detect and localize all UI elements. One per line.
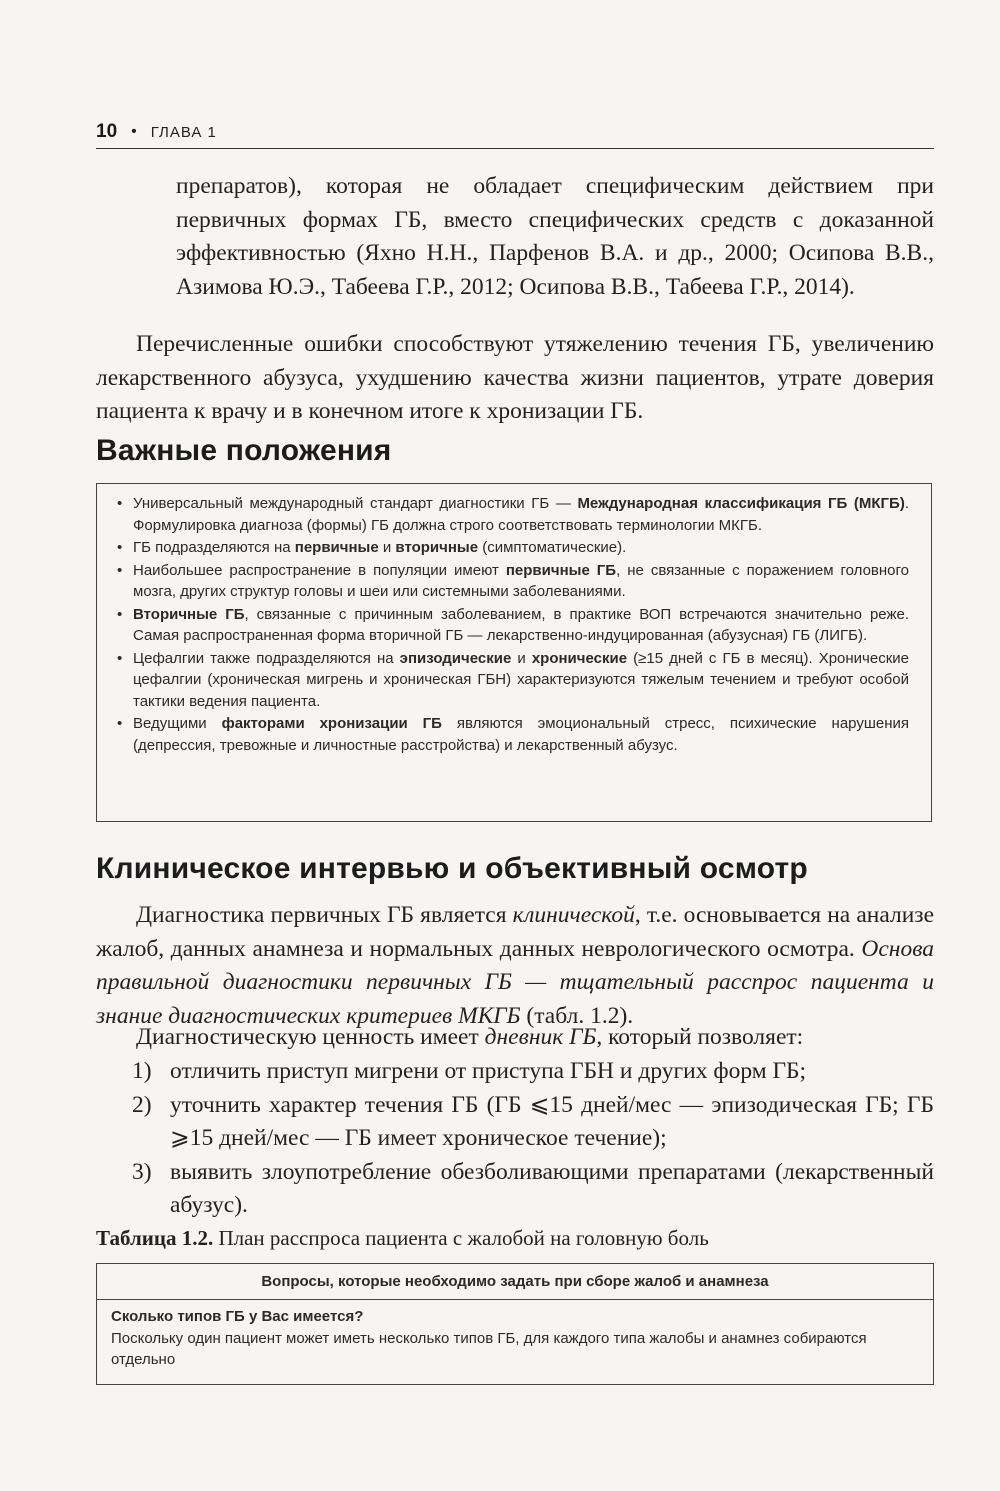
section-title-key-points: Важные положения — [96, 434, 392, 467]
list-item: 2) уточнить характер течения ГБ (ГБ ⩽15 дней/мес — эпизодическая ГБ; ГБ ⩾15 дней/мес — ГБ имеет хроническое течение); — [132, 1091, 934, 1151]
diary-benefits-list — [96, 1055, 934, 1223]
table-1-2 — [96, 1263, 934, 1385]
section-title-interview: Клиническое интервью и объективный осмотр — [96, 852, 808, 885]
key-point-item: • Наибольшее распространение в популяции имеют первичные ГБ, не связанные с поражением головного мозга, других структур головы и шеи или системными заболеваниями. — [117, 561, 910, 600]
table-answer: Поскольку один пациент может иметь несколько типов ГБ, для каждого типа жалобы и анамнез собираются отдельно — [111, 1329, 867, 1368]
bullet: • — [117, 539, 123, 556]
key-point-item: • Вторичные ГБ, связанные с причинным заболеванием, в практике ВОП встречаются значительно реже. Самая распространенная форма вторичной ГБ — лекарственно-индуцированная (абузусная) ГБ (ЛИГБ). — [117, 605, 910, 644]
key-points-box — [96, 483, 932, 822]
list-item: 1) отличить приступ мигрени от приступа ГБН и других форм ГБ; — [132, 1058, 807, 1084]
bullet: • — [117, 715, 123, 732]
table-row — [97, 1300, 933, 1371]
table-header: Вопросы, которые необходимо задать при сборе жалоб и анамнеза — [97, 1264, 933, 1300]
key-point-item: • Ведущими факторами хронизации ГБ являются эмоциональный стресс, психические нарушения (депрессия, тревожные и личностные расстройства) и лекарственный абузус. — [117, 715, 909, 754]
paragraph-errors: Перечисленные ошибки способствуют утяжелению течения ГБ, увеличению лекарственного абузуса, ухудшению качества жизни пациентов, утрате доверия пациента к врачу и в конечном итоге к хронизации ГБ. — [96, 331, 934, 424]
page-number: 10 — [96, 121, 118, 142]
list-item: 3) выявить злоупотребление обезболивающими препаратами (лекарственный абузус). — [132, 1158, 934, 1218]
bullet: • — [117, 605, 123, 623]
chapter-label: ГЛАВА 1 — [150, 123, 217, 141]
bullet: • — [117, 561, 123, 579]
continued-paragraph: препаратов), которая не обладает специфическим действием при первичных формах ГБ, вместо специфических средств с доказанной эффективностью (Яхно Н.Н., Парфенов В.А. и др., 2000; Осипова В.В., Азимова Ю.Э., Табеева Г.Р., 2012; Осипова В.В., Табеева Г.Р., 2014). — [176, 173, 934, 300]
key-point-item: • Универсальный международный стандарт диагностики ГБ — Международная классификация ГБ (МКГБ). Формулировка диагноза (формы) ГБ должна строго соответствовать терминологии МКГБ. — [117, 495, 909, 534]
table-caption: Таблица 1.2. План расспроса пациента с жалобой на головную боль — [96, 1226, 709, 1250]
table-question: Сколько типов ГБ у Вас имеется? — [111, 1308, 364, 1325]
paragraph-diagnostics: Диагностика первичных ГБ является клинической, т.е. основывается на анализе жалоб, данных анамнеза и нормальных данных неврологического осмотра. Основа правильной диагностики первичных ГБ — тщательный расспрос пациента и знание диагностических критериев МКГБ (табл. 1.2). — [96, 902, 934, 1029]
key-point-item: • Цефалгии также подразделяются на эпизодические и хронические (≥15 дней с ГБ в месяц). Хронические цефалгии (хроническая мигрень и хроническая ГБН) характеризуются тяжелым течением и требуют особой тактики ведения пациента. — [117, 649, 909, 710]
header-separator: • — [131, 123, 137, 140]
key-point-item: • ГБ подразделяются на первичные и вторичные (симптоматические). — [117, 537, 909, 559]
bullet: • — [117, 649, 123, 667]
running-header — [96, 116, 934, 149]
bullet: • — [117, 495, 123, 512]
paragraph-diary: Диагностическую ценность имеет дневник ГБ, который позволяет: — [136, 1024, 804, 1050]
